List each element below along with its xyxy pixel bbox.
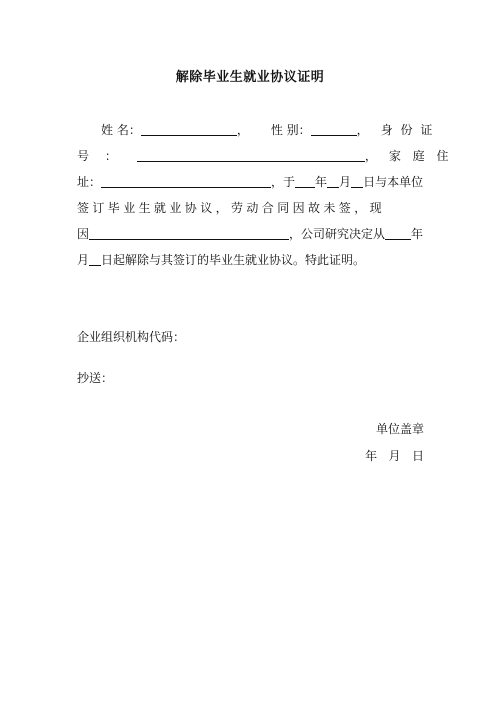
body-line-1 — [77, 117, 435, 143]
body-line-2 — [77, 143, 453, 169]
year-blank — [295, 173, 315, 188]
name-label: 姓 名： — [101, 123, 141, 137]
date-line: 年 月 日 — [365, 449, 424, 463]
month-text: 月 — [339, 175, 352, 189]
reason-label: 因 — [77, 227, 90, 241]
from-year-text: 年 — [411, 227, 424, 241]
family-address-label: 家 庭 住 — [388, 149, 453, 163]
sep-2: ， — [356, 123, 369, 137]
address-label: 址： — [77, 175, 102, 189]
month-blank — [327, 173, 339, 188]
id-suffix-label: 号 ： — [77, 149, 123, 163]
body-line-3 — [77, 169, 425, 195]
sep-1: ， — [236, 123, 249, 137]
reason-blank — [89, 225, 289, 240]
body-line-5 — [77, 221, 425, 247]
agreement-text: 签订毕业生就业协议，劳动合同因故未签，现 — [77, 201, 386, 215]
gender-blank — [311, 121, 357, 136]
employer-text: 日与本单位 — [363, 175, 424, 189]
body-line-6 — [77, 247, 425, 273]
address-blank — [101, 173, 271, 188]
at-text: ，于 — [271, 175, 296, 189]
org-code-field: 企业组织机构代码： — [77, 330, 186, 344]
certificate-body — [77, 117, 453, 273]
from-day-blank — [89, 251, 101, 266]
cc-field: 抄送： — [77, 371, 114, 385]
seal-label: 单位盖章 — [375, 422, 424, 436]
document-title: 解除毕业生就业协议证明 — [175, 70, 325, 85]
decision-text: ，公司研究决定从 — [289, 227, 386, 241]
id-label: 身 份 证 — [380, 123, 435, 137]
id-number-blank — [137, 147, 365, 162]
sep-3: ， — [364, 149, 377, 163]
name-blank — [141, 121, 237, 136]
year-text: 年 — [315, 175, 328, 189]
day-blank — [351, 173, 363, 188]
gender-label: 性 别： — [270, 123, 311, 137]
body-line-4 — [77, 195, 425, 221]
termination-text: 日起解除与其签订的毕业生就业协议。特此证明。 — [101, 253, 366, 267]
from-year-blank — [385, 225, 411, 240]
from-month-text: 月 — [77, 253, 90, 267]
